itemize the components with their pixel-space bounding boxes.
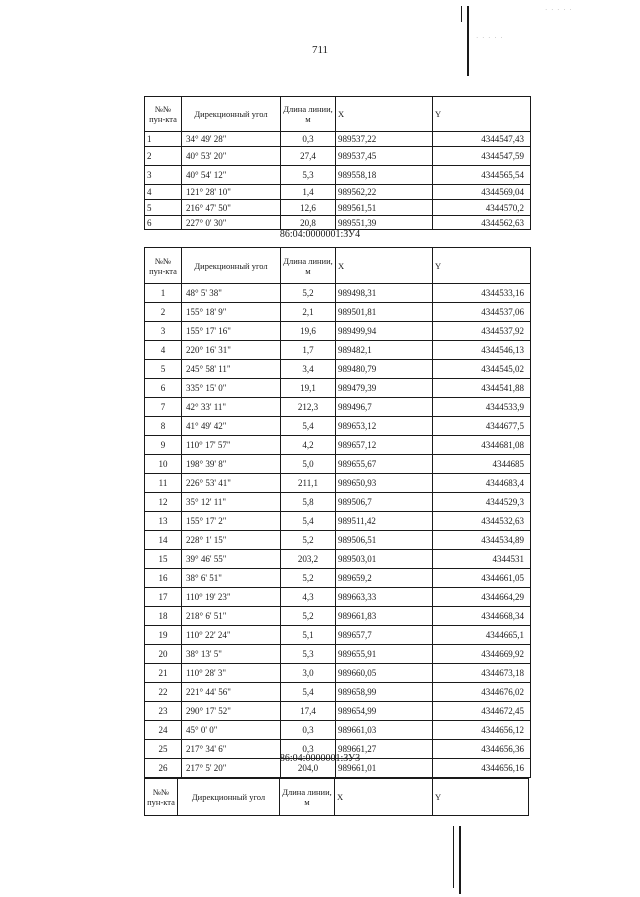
table-cell: 989655,91 [336, 645, 433, 664]
table-cell: 4344685 [433, 455, 531, 474]
scan-margin-line [453, 826, 454, 888]
table-cell: 989650,93 [336, 474, 433, 493]
table-cell: 989661,01 [336, 759, 433, 778]
table-cell: 4344668,34 [433, 607, 531, 626]
table-row [145, 474, 531, 493]
table-cell: 20 [145, 645, 182, 664]
table-cell: 26 [145, 759, 182, 778]
table-cell: 5,2 [281, 607, 336, 626]
coordinates-table-3 [144, 778, 529, 816]
table-cell: 4,3 [281, 588, 336, 607]
table-row [145, 569, 531, 588]
table-row [145, 303, 531, 322]
table-row [145, 588, 531, 607]
table-row: 6 227° 0' 30" 20,8 989551,39 4344562,63 [145, 216, 531, 230]
table-cell: 4344546,13 [433, 341, 531, 360]
header-y: Y [433, 779, 529, 816]
table-cell: 989655,67 [336, 455, 433, 474]
table-row [145, 550, 531, 569]
table-cell: 212,3 [281, 398, 336, 417]
table-cell: 290° 17' 52" [182, 702, 281, 721]
table-row [145, 702, 531, 721]
header-x: X [336, 248, 433, 284]
table-cell: 4344669,92 [433, 645, 531, 664]
table-row: 3 40° 54' 12" 5,3 989558,18 4344565,54 [145, 166, 531, 185]
table-cell: 1 [145, 284, 182, 303]
table-cell: 217° 5' 20" [182, 759, 281, 778]
scan-noise: · · · · · [545, 6, 573, 14]
table-row [145, 664, 531, 683]
table-cell: 203,2 [281, 550, 336, 569]
table-cell: 989480,79 [336, 360, 433, 379]
table-1-body [145, 132, 531, 230]
table-cell: 4344672,45 [433, 702, 531, 721]
table-cell: 4344531 [433, 550, 531, 569]
table-cell: 4344532,63 [433, 512, 531, 531]
table-row [145, 626, 531, 645]
table-cell: 155° 18' 9" [182, 303, 281, 322]
table-cell: 4344537,06 [433, 303, 531, 322]
table-cell: 989506,51 [336, 531, 433, 550]
header-direction-angle: Дирекционный угол [178, 779, 280, 816]
table-row [145, 398, 531, 417]
table-cell: 989661,83 [336, 607, 433, 626]
table-cell: 5,2 [281, 284, 336, 303]
table-cell: 2,1 [281, 303, 336, 322]
header-x: X [335, 779, 433, 816]
table-cell: 17,4 [281, 702, 336, 721]
table-cell: 4344656,12 [433, 721, 531, 740]
table-cell: 5,4 [281, 512, 336, 531]
table-cell: 989511,42 [336, 512, 433, 531]
header-line-length: Длина линии, м [281, 97, 336, 132]
table-cell: 12 [145, 493, 182, 512]
table-row [145, 683, 531, 702]
table-cell: 335° 15' 0" [182, 379, 281, 398]
parcel-caption-zu4: 86:04:0000001:ЗУ4 [279, 229, 361, 240]
table-cell: 45° 0' 0" [182, 721, 281, 740]
table-cell: 989501,81 [336, 303, 433, 322]
table-cell: 4344541,88 [433, 379, 531, 398]
table-cell: 18 [145, 607, 182, 626]
table-cell: 5,4 [281, 417, 336, 436]
table-cell: 38° 13' 5" [182, 645, 281, 664]
scan-margin-line [461, 6, 462, 22]
table-cell: 8 [145, 417, 182, 436]
table-row [145, 379, 531, 398]
table-header-row [145, 248, 531, 284]
table-cell: 19,1 [281, 379, 336, 398]
table-row: 1 34° 49' 28" 0,3 989537,22 4344547,43 [145, 132, 531, 147]
table-cell: 221° 44' 56" [182, 683, 281, 702]
table-cell: 39° 46' 55" [182, 550, 281, 569]
header-point-number: №№ пун-кта [145, 779, 178, 816]
table-cell: 5,0 [281, 455, 336, 474]
table-cell: 4344534,89 [433, 531, 531, 550]
table-cell: 13 [145, 512, 182, 531]
table-cell: 989657,7 [336, 626, 433, 645]
table-cell: 3,4 [281, 360, 336, 379]
table-cell: 218° 6' 51" [182, 607, 281, 626]
table-row: 2 40° 53' 20" 27,4 989537,45 4344547,59 [145, 147, 531, 166]
table-cell: 989479,39 [336, 379, 433, 398]
table-cell: 4344683,4 [433, 474, 531, 493]
table-cell: 16 [145, 569, 182, 588]
parcel-caption-zu3: 86:04:0000001:ЗУ3 [279, 753, 361, 764]
header-direction-angle: Дирекционный угол [182, 248, 281, 284]
table-cell: 204,0 [281, 759, 336, 778]
table-row [145, 284, 531, 303]
table-cell: 4344681,08 [433, 436, 531, 455]
table-cell: 110° 17' 57" [182, 436, 281, 455]
header-line-length: Длина линии, м [280, 779, 335, 816]
table-cell: 21 [145, 664, 182, 683]
table-cell: 217° 34' 6" [182, 740, 281, 759]
table-cell: 989657,12 [336, 436, 433, 455]
header-x: X [336, 97, 433, 132]
table-cell: 10 [145, 455, 182, 474]
table-cell: 5,2 [281, 569, 336, 588]
table-cell: 989506,7 [336, 493, 433, 512]
table-cell: 989499,94 [336, 322, 433, 341]
coordinates-table-1 [144, 96, 531, 230]
page-number: 711 [311, 44, 329, 56]
table-cell: 110° 28' 3" [182, 664, 281, 683]
table-cell: 155° 17' 16" [182, 322, 281, 341]
table-cell: 5,2 [281, 531, 336, 550]
table-cell: 155° 17' 2" [182, 512, 281, 531]
header-point-number: №№ пун-кта [145, 97, 182, 132]
table-cell: 11 [145, 474, 182, 493]
header-y: Y [433, 248, 531, 284]
table-cell: 4,2 [281, 436, 336, 455]
table-cell: 4344529,3 [433, 493, 531, 512]
table-cell: 4344533,9 [433, 398, 531, 417]
table-cell: 4344656,16 [433, 759, 531, 778]
table-row: 4 121° 28' 10" 1,4 989562,22 4344569,04 [145, 185, 531, 200]
table-cell: 1,7 [281, 341, 336, 360]
table-cell: 245° 58' 11" [182, 360, 281, 379]
table-cell: 4344537,92 [433, 322, 531, 341]
table-row [145, 455, 531, 474]
table-cell: 989661,27 [336, 740, 433, 759]
header-y: Y [433, 97, 531, 132]
table-row [145, 607, 531, 626]
table-cell: 5,8 [281, 493, 336, 512]
table-row [145, 512, 531, 531]
table-cell: 989663,33 [336, 588, 433, 607]
table-row [145, 721, 531, 740]
table-cell: 198° 39' 8" [182, 455, 281, 474]
table-cell: 5,3 [281, 645, 336, 664]
table-cell: 220° 16' 31" [182, 341, 281, 360]
table-cell: 110° 19' 23" [182, 588, 281, 607]
table-header-row [145, 779, 529, 816]
table-row [145, 436, 531, 455]
table-cell: 14 [145, 531, 182, 550]
table-cell: 9 [145, 436, 182, 455]
table-cell: 989496,7 [336, 398, 433, 417]
table-header-row [145, 97, 531, 132]
table-cell: 0,3 [281, 740, 336, 759]
header-point-number: №№ пун-кта [145, 248, 182, 284]
table-cell: 211,1 [281, 474, 336, 493]
table-cell: 5,1 [281, 626, 336, 645]
table-cell: 24 [145, 721, 182, 740]
table-cell: 3 [145, 322, 182, 341]
table-cell: 4344664,29 [433, 588, 531, 607]
table-row [145, 531, 531, 550]
table-cell: 3,0 [281, 664, 336, 683]
table-cell: 226° 53' 41" [182, 474, 281, 493]
table-cell: 23 [145, 702, 182, 721]
table-cell: 22 [145, 683, 182, 702]
table-row: 5 216° 47' 50" 12,6 989561,51 4344570,2 [145, 200, 531, 216]
table-cell: 4344661,05 [433, 569, 531, 588]
table-row [145, 360, 531, 379]
table-cell: 989654,99 [336, 702, 433, 721]
table-cell: 7 [145, 398, 182, 417]
table-cell: 19 [145, 626, 182, 645]
table-row [145, 417, 531, 436]
table-cell: 4344673,18 [433, 664, 531, 683]
table-cell: 4344665,1 [433, 626, 531, 645]
table-cell: 48° 5' 38" [182, 284, 281, 303]
table-cell: 15 [145, 550, 182, 569]
table-cell: 989659,2 [336, 569, 433, 588]
scan-margin-line [459, 826, 461, 894]
table-cell: 4344533,16 [433, 284, 531, 303]
table-cell: 38° 6' 51" [182, 569, 281, 588]
table-cell: 989482,1 [336, 341, 433, 360]
scan-noise: · · · · · [476, 34, 504, 42]
table-cell: 989503,01 [336, 550, 433, 569]
table-row [145, 493, 531, 512]
table-cell: 5,4 [281, 683, 336, 702]
table-row [145, 322, 531, 341]
table-cell: 6 [145, 379, 182, 398]
header-line-length: Длина линии, м [281, 248, 336, 284]
table-2-body [145, 284, 531, 778]
header-direction-angle: Дирекционный угол [182, 97, 281, 132]
table-cell: 35° 12' 11" [182, 493, 281, 512]
table-cell: 4344656,36 [433, 740, 531, 759]
table-cell: 4344545,02 [433, 360, 531, 379]
table-cell: 4344677,5 [433, 417, 531, 436]
table-cell: 2 [145, 303, 182, 322]
table-cell: 19,6 [281, 322, 336, 341]
table-cell: 989653,12 [336, 417, 433, 436]
scan-margin-line [467, 6, 469, 76]
table-cell: 989498,31 [336, 284, 433, 303]
table-cell: 4 [145, 341, 182, 360]
table-cell: 25 [145, 740, 182, 759]
table-cell: 989661,03 [336, 721, 433, 740]
table-cell: 989658,99 [336, 683, 433, 702]
coordinates-table-2 [144, 247, 531, 778]
table-row [145, 341, 531, 360]
table-cell: 17 [145, 588, 182, 607]
table-cell: 5 [145, 360, 182, 379]
table-cell: 0,3 [281, 721, 336, 740]
table-row [145, 645, 531, 664]
table-cell: 228° 1' 15" [182, 531, 281, 550]
table-cell: 989660,05 [336, 664, 433, 683]
table-cell: 41° 49' 42" [182, 417, 281, 436]
table-cell: 110° 22' 24" [182, 626, 281, 645]
table-cell: 42° 33' 11" [182, 398, 281, 417]
table-cell: 4344676,02 [433, 683, 531, 702]
